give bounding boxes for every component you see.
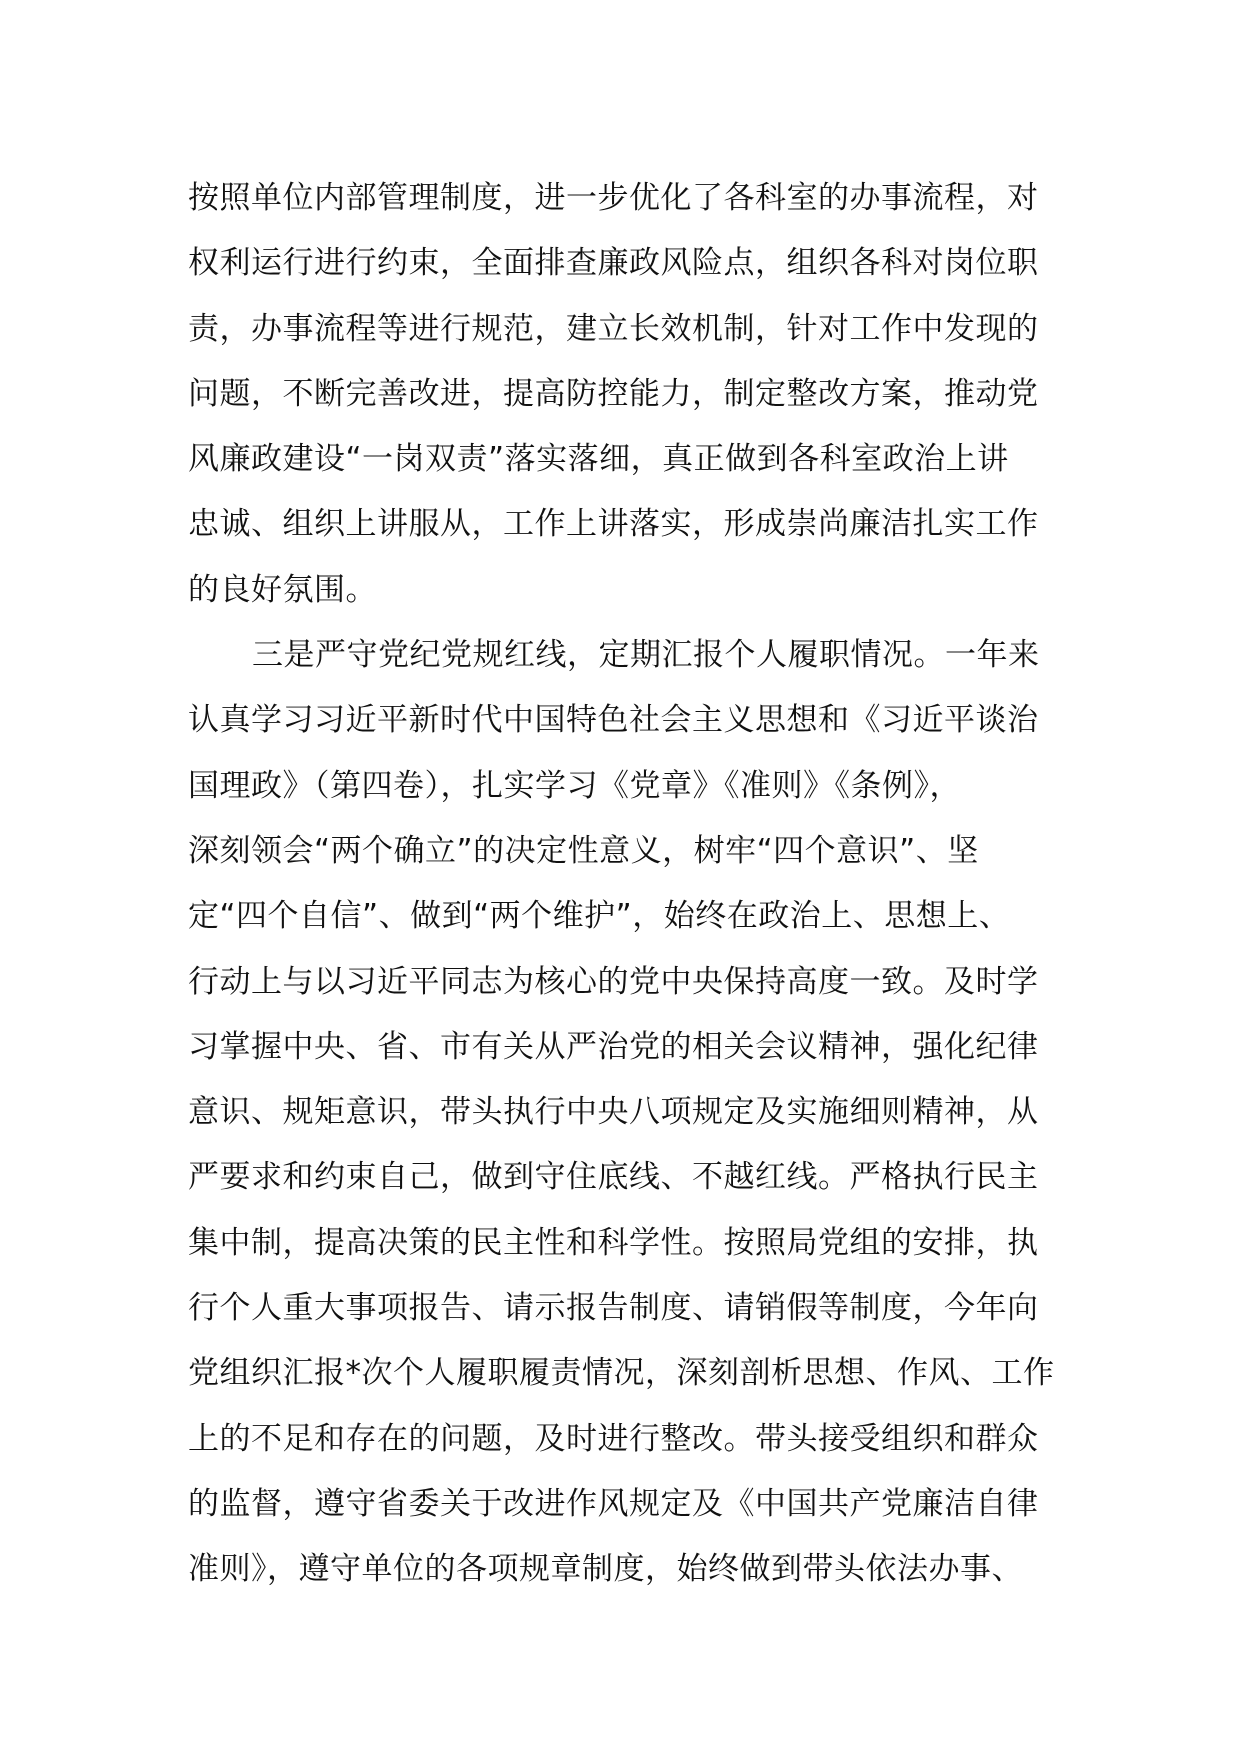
text-line: 严要求和约束自己，做到守住底线、不越红线。严格执行民主 xyxy=(188,1159,1039,1196)
text-line: 责，办事流程等进行规范，建立长效机制，针对工作中发现的 xyxy=(188,310,1039,347)
text-line: 风廉政建设“一岗双责”落实落细，真正做到各科室政治上讲 xyxy=(188,441,1009,478)
text-line: 习掌握中央、省、市有关从严治党的相关会议精神，强化纪律 xyxy=(188,1028,1039,1065)
text-line: 行个人重大事项报告、请示报告制度、请销假等制度，今年向 xyxy=(188,1290,1039,1327)
text-line: 定“四个自信”、做到“两个维护”，始终在政治上、思想上、 xyxy=(188,898,1011,935)
text-line: 的良好氛围。 xyxy=(188,571,377,608)
text-line: 意识、规矩意识，带头执行中央八项规定及实施细则精神，从 xyxy=(188,1094,1039,1131)
text-line: 党组织汇报*次个人履职履责情况，深刻剖析思想、作风、工作 xyxy=(188,1355,1055,1392)
text-line: 行动上与以习近平同志为核心的党中央保持高度一致。及时学 xyxy=(188,963,1039,1000)
text-line: 深刻领会“两个确立”的决定性意义，树牢“四个意识”、坚 xyxy=(188,832,979,869)
text-line: 按照单位内部管理制度，进一步优化了各科室的办事流程，对 xyxy=(188,180,1039,216)
text-line: 问题，不断完善改进，提高防控能力，制定整改方案，推动党 xyxy=(188,375,1039,412)
text-line: 忠诚、组织上讲服从，工作上讲落实，形成崇尚廉洁扎实工作 xyxy=(188,506,1039,543)
text-line: 的监督，遵守省委关于改进作风规定及《中国共产党廉洁自律 xyxy=(188,1485,1039,1522)
paragraph-1 xyxy=(188,166,1068,623)
document-body xyxy=(188,166,1068,1603)
paragraph-2 xyxy=(188,623,1068,1602)
text-line: 国理政》（第四卷），扎实学习《党章》《准则》《条例》， xyxy=(188,767,961,804)
text-line: 权利运行进行约束，全面排查廉政风险点，组织各科对岗位职 xyxy=(188,245,1039,282)
text-line: 认真学习习近平新时代中国特色社会主义思想和《习近平谈治 xyxy=(188,702,1039,739)
text-line-indented: 三是严守党纪党规红线，定期汇报个人履职情况。一年来 xyxy=(252,637,1040,674)
text-line: 集中制，提高决策的民主性和科学性。按照局党组的安排，执 xyxy=(188,1224,1039,1261)
text-line: 准则》，遵守单位的各项规章制度，始终做到带头依法办事、 xyxy=(188,1551,1023,1588)
text-line: 上的不足和存在的问题，及时进行整改。带头接受组织和群众 xyxy=(188,1420,1039,1457)
